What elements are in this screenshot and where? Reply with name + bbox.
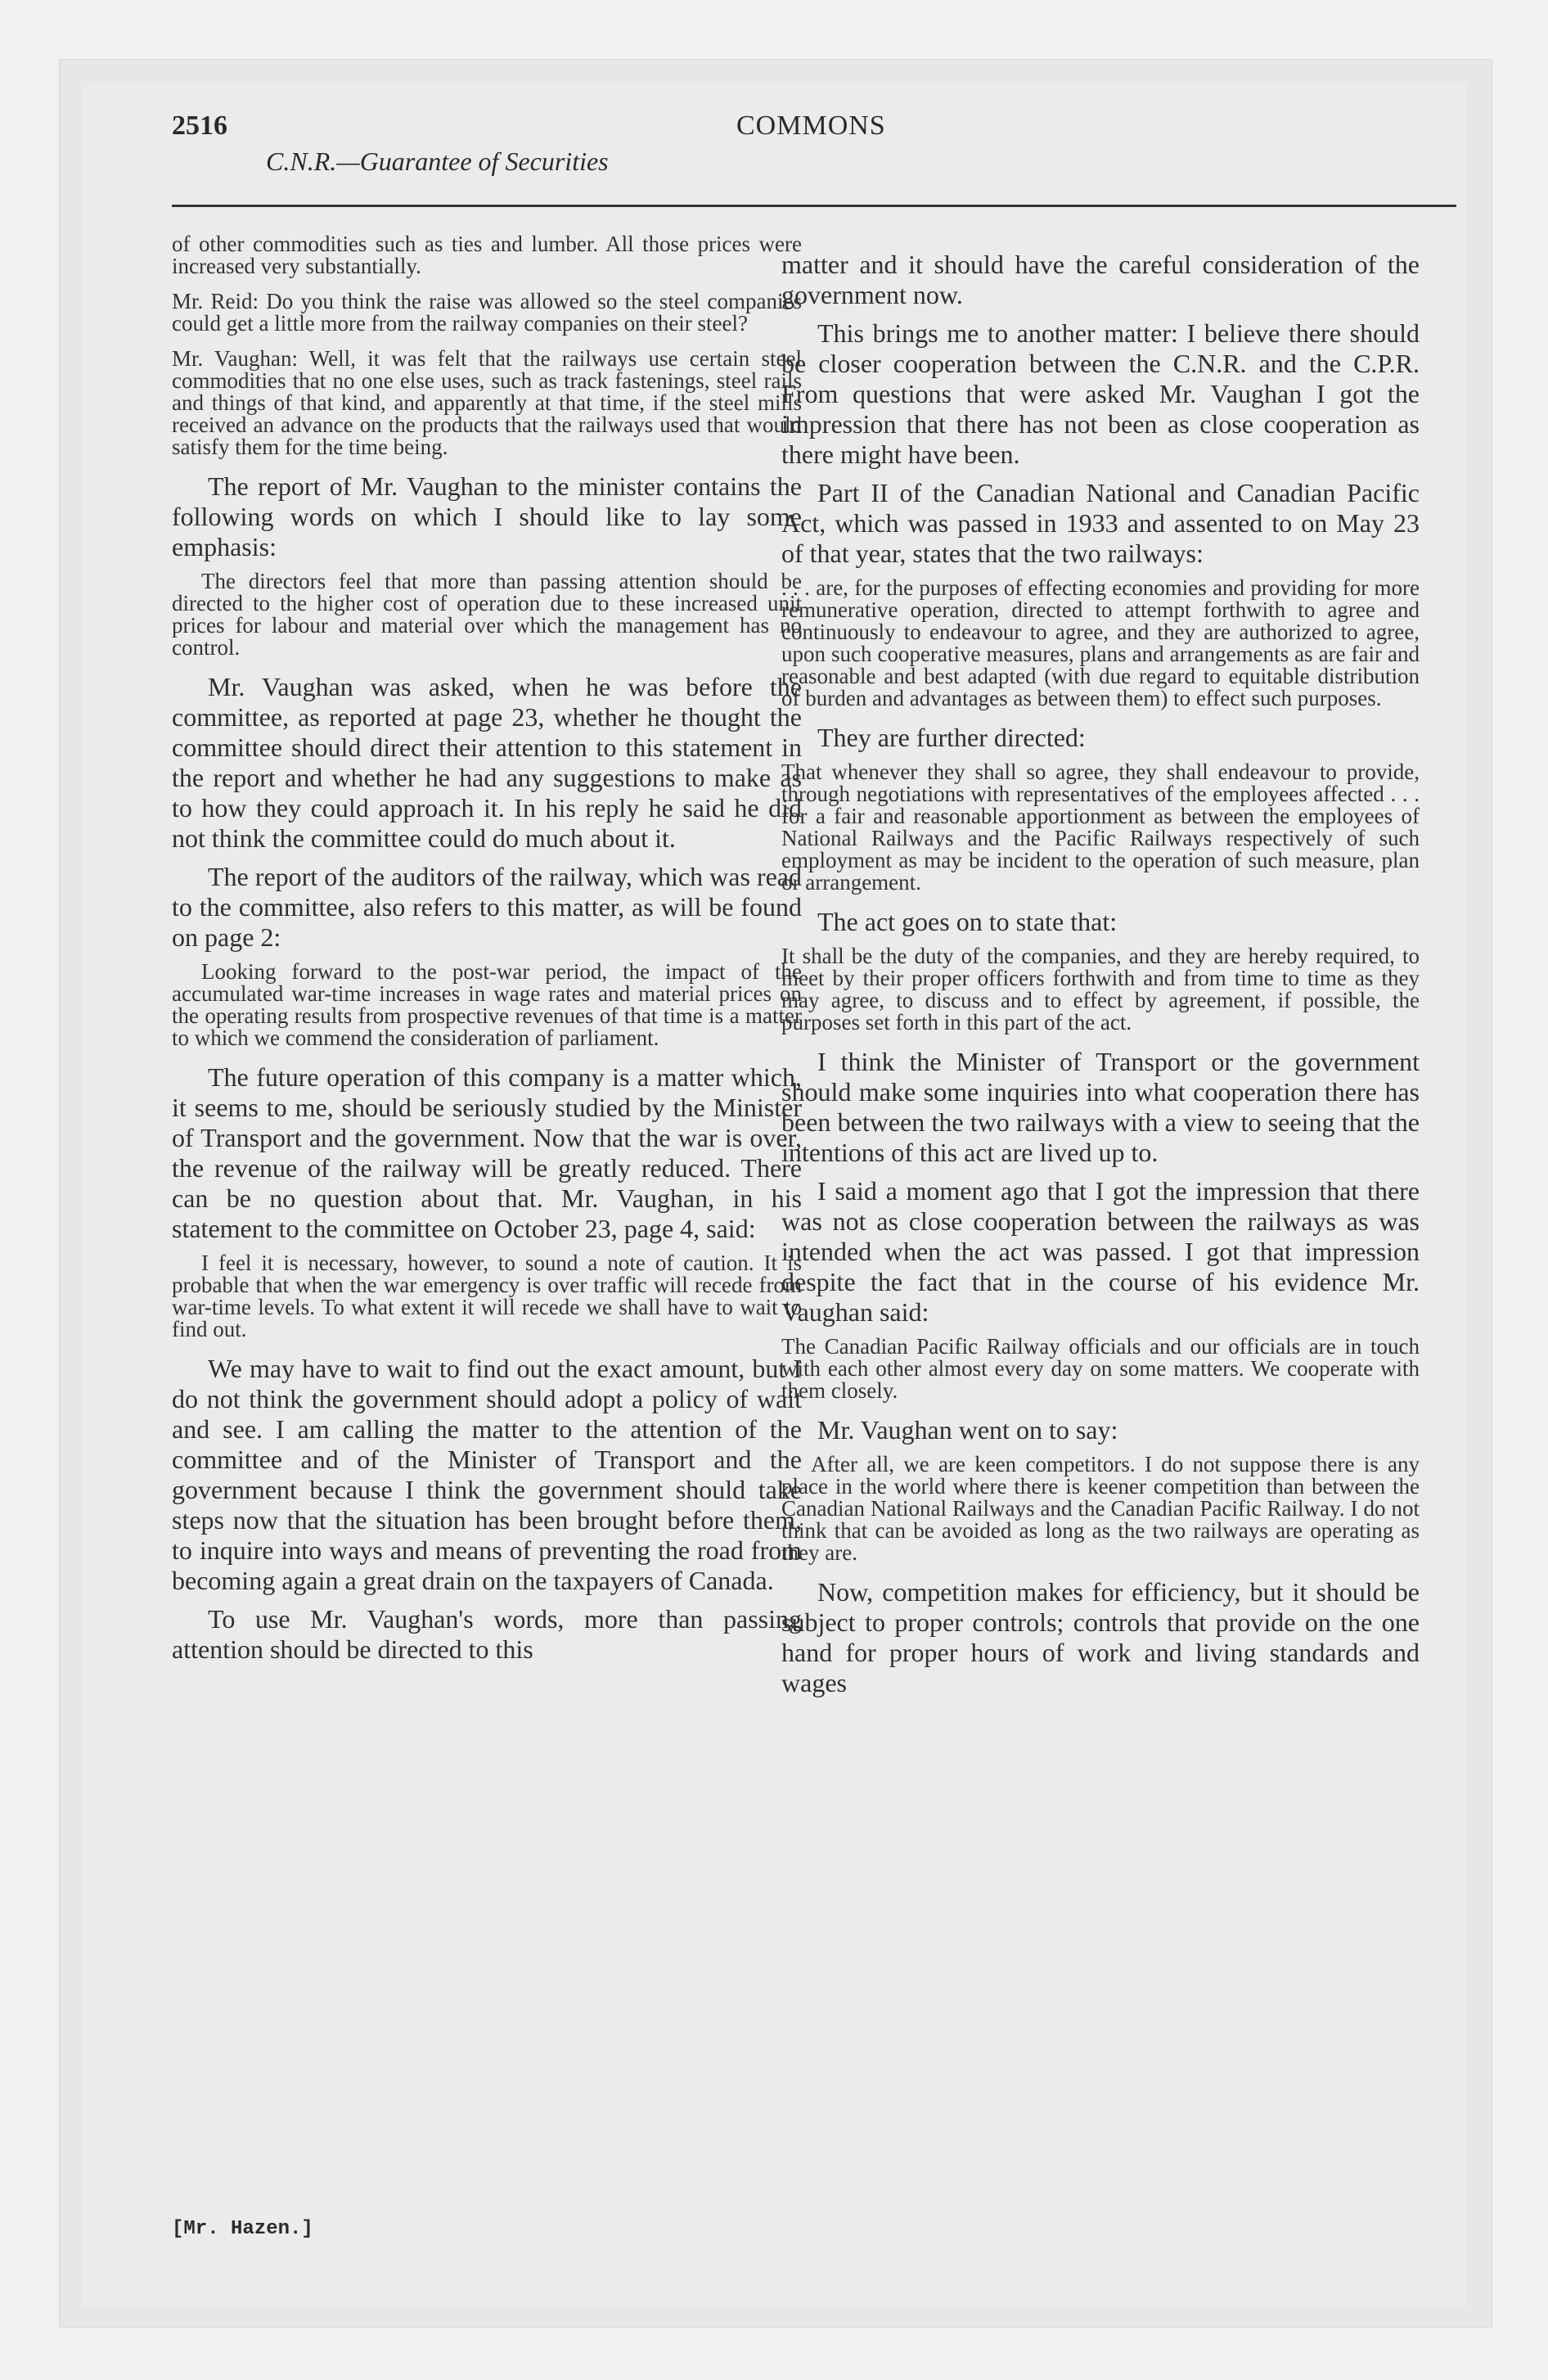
page-header <box>172 110 1383 176</box>
left-column <box>172 233 802 1673</box>
page-number: 2516 <box>172 110 227 141</box>
quoted-paragraph: The directors feel that more than passing attention should be directed to the higher cost of operation due to these increased unit prices for labour and material over which the management has no control. <box>172 569 802 660</box>
speaker-footer: [Mr. Hazen.] <box>172 2218 313 2240</box>
body-paragraph: To use Mr. Vaughan's words, more than passing attention should be directed to this <box>172 1604 802 1664</box>
quoted-paragraph: of other commodities such as ties and lumber. All those prices were increased very substantially. <box>172 232 802 278</box>
body-paragraph: This brings me to another matter: I believe there should be closer cooperation between the C.N.R. and the C.P.R. From questions that were asked Mr. Vaughan I got the impression that there has not been as close cooperation as there might have been. <box>781 318 1420 469</box>
body-paragraph: We may have to wait to find out the exact amount, but I do not think the government should adopt a policy of wait and see. I am calling the matter to the attention of the committee and of the Minister of Transport and the government because I think the government should take steps now that the situation has been brought before them, to inquire into ways and means of preventing the road from becoming again a great drain on the taxpayers of Canada. <box>172 1354 802 1595</box>
body-paragraph: The act goes on to state that: <box>817 907 1118 936</box>
body-paragraph: Mr. Vaughan was asked, when he was before the committee, as reported at page 23, whether he thought the committee should direct their attention to this statement in the report and whether he had any suggestions to make as to how they could approach it. In his reply he said he did not think the committee could do much about it. <box>172 672 802 853</box>
body-paragraph: The report of Mr. Vaughan to the minister contains the following words on which I should like to lay some emphasis: <box>172 471 802 561</box>
body-paragraph: Now, competition makes for efficiency, but it should be subject to proper controls; controls that provide on the one hand for proper hours of work and living standards and wages <box>781 1577 1420 1697</box>
quoted-paragraph: I feel it is necessary, however, to sound a note of caution. It is probable that when the war emergency is over traffic will recede from war-time levels. To what extent it will recede we shall have to wait to find out. <box>172 1251 802 1341</box>
quoted-paragraph: The Canadian Pacific Railway officials and our officials are in touch with each other almost every day on some matters. We cooperate with them closely. <box>781 1334 1420 1403</box>
header-rule <box>172 205 1456 207</box>
body-paragraph: matter and it should have the careful consideration of the government now. <box>781 250 1420 309</box>
running-title: C.N.R.—Guarantee of Securities <box>266 146 609 176</box>
body-paragraph: The future operation of this company is a matter which, it seems to me, should be seriously studied by the Minister of Transport and the government. Now that the war is over, the revenue of the railway will be greatly reduced. There can be no question about that. Mr. Vaughan, in his statement to the committee on October 23, page 4, said: <box>172 1062 802 1243</box>
journal-title: COMMONS <box>736 110 886 141</box>
quoted-paragraph: Mr. Vaughan: Well, it was felt that the railways use certain steel commodities that no one else uses, such as track fastenings, steel rails and things of that kind, and apparently at that time, if the steel mills received an advance on the products that the railways used that would satisfy them for the time being. <box>172 346 802 459</box>
right-column <box>781 250 1420 1706</box>
body-paragraph: Mr. Vaughan went on to say: <box>817 1415 1118 1445</box>
body-paragraph: Part II of the Canadian National and Canadian Pacific Act, which was passed in 1933 and assented to on May 23 of that year, states that the two railways: <box>781 478 1420 568</box>
body-paragraph: The report of the auditors of the railway, which was read to the committee, also refers to this matter, as will be found on page 2: <box>172 862 802 952</box>
quoted-paragraph: . . . are, for the purposes of effecting economies and providing for more remunerative operation, directed to attempt forthwith to agree and continuously to endeavour to agree, and they are authorized to agree, upon such cooperative measures, plans and arrangements as are fair and reasonable and best adapted (with due regard to equitable distribution of burden and advantages as between them) to effect such purposes. <box>781 575 1420 710</box>
quoted-paragraph: It shall be the duty of the companies, and they are hereby required, to meet by their proper officers forthwith and from time to time as they may agree, to discuss and to effect by agreement, if possible, the purposes set forth in this part of the act. <box>781 944 1420 1034</box>
quoted-paragraph: After all, we are keen competitors. I do not suppose there is any place in the world where there is keener competition than between the Canadian National Railways and the Canadian Pacific Railway. I do not think that can be avoided as long as the two railways are operating as they are. <box>781 1452 1420 1565</box>
body-paragraph: I said a moment ago that I got the impression that there was not as close cooperation between the railways as was intended when the act was passed. I got that impression despite the fact that in the course of his evidence Mr. Vaughan said: <box>781 1176 1420 1327</box>
quoted-paragraph: Looking forward to the post-war period, the impact of the accumulated war-time increases in wage rates and material prices on the operating results from prospective revenues of that time is a matter to which we commend the consideration of parliament. <box>172 959 802 1050</box>
page <box>82 82 1466 2308</box>
body-paragraph: I think the Minister of Transport or the government should make some inquiries into what cooperation there has been between the two railways with a view to seeing that the intentions of this act are lived up to. <box>781 1047 1420 1167</box>
quoted-paragraph: Mr. Reid: Do you think the raise was allowed so the steel companies could get a little more from the railway companies on their steel? <box>172 289 802 336</box>
body-paragraph: They are further directed: <box>817 723 1086 752</box>
quoted-paragraph: That whenever they shall so agree, they shall endeavour to provide, through negotiations with representatives of the employees affected . . . for a fair and reasonable apportionment as between the employees of National Railways and the Pacific Railways respectively of such employment as may be incident to the operation of such measure, plan or arrangement. <box>781 760 1420 895</box>
